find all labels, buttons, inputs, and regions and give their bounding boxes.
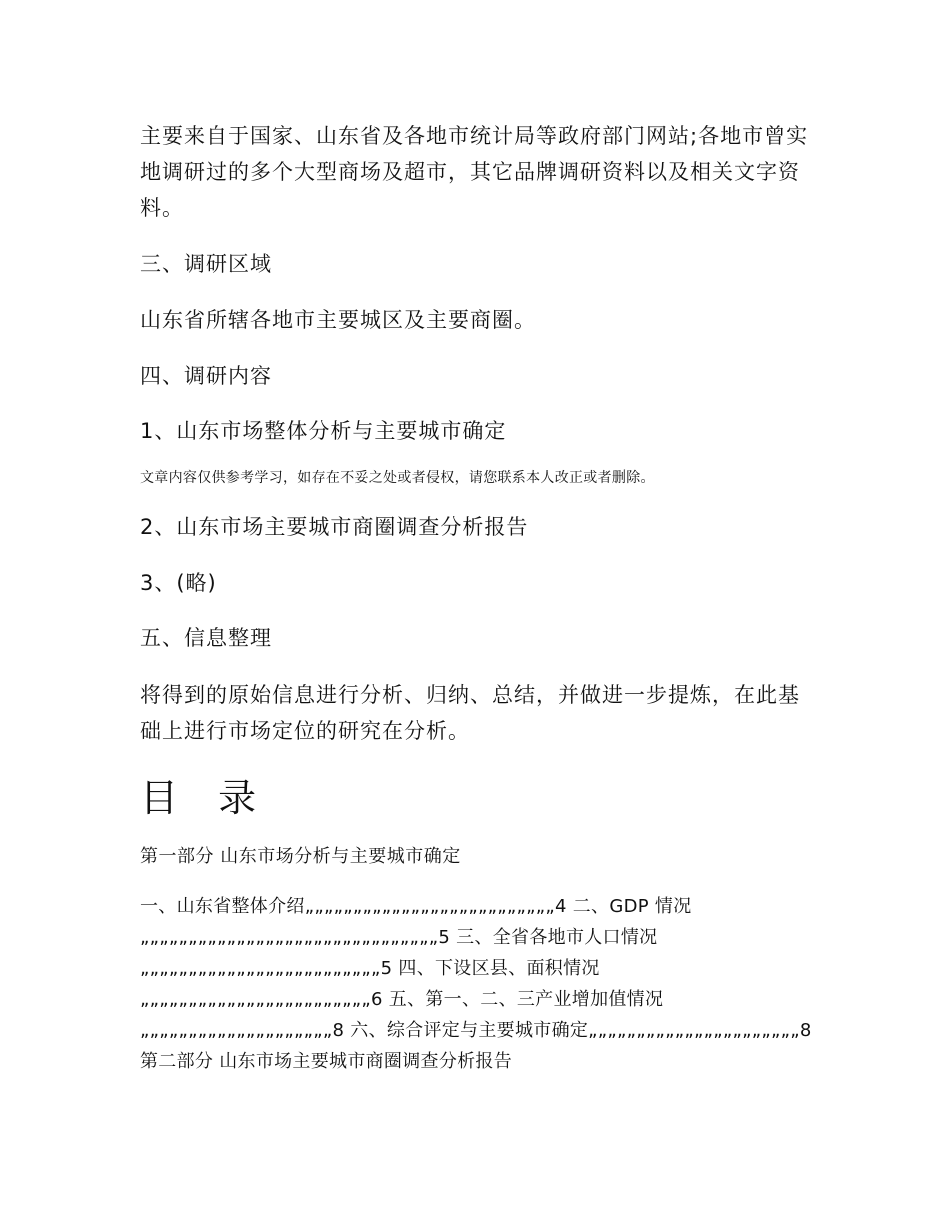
toc-entries: 一、山东省整体介绍„„„„„„„„„„„„„„„„„„„„„„„„„„4 二、GDP 情况„„„„„„„„„„„„„„„„„„„„„„„„„„„„„„„5 三、全省各地市人口情况„„„„„„„„„„„„„„„„„„„„„„„„„5 四、下设区县、面积情况„„„„„„„„„„„„„„„„„„„„„„„„6 五、第一、二、三产业增加值情况„„„„„„„„„„„„„„„„„„„„8 六、综合评定与主要城市确定„„„„„„„„„„„„„„„„„„„„„„8 第二部分 山东市场主要城市商圈调查分析报告 (140, 896, 818, 1072)
section-heading-info-organize: 五、信息整理 (140, 626, 272, 650)
content-item-1: 1、山东市场整体分析与主要城市确定 (140, 419, 507, 443)
document-page (140, 0, 818, 1230)
section-heading-research-area: 三、调研区域 (140, 252, 272, 276)
research-area-paragraph: 山东省所辖各地市主要城区及主要商圈。 (140, 308, 536, 332)
section-heading-research-content: 四、调研内容 (140, 364, 272, 388)
content-item-3: 3、(略) (140, 571, 217, 595)
content-item-2: 2、山东市场主要城市商圈调查分析报告 (140, 515, 529, 539)
disclaimer-note: 文章内容仅供参考学习，如存在不妥之处或者侵权，请您联系本人改正或者删除。 (140, 470, 655, 486)
toc-title: 目 录 (140, 776, 271, 820)
source-paragraph: 主要来自于国家、山东省及各地市统计局等政府部门网站;各地市曾实地调研过的多个大型商场及超市，其它品牌调研资料以及相关文字资料。 (140, 124, 809, 220)
toc-part-1-heading: 第一部分 山东市场分析与主要城市确定 (140, 846, 461, 867)
info-organize-paragraph: 将得到的原始信息进行分析、归纳、总结，并做进一步提炼，在此基础上进行市场定位的研究在分析。 (140, 683, 800, 743)
